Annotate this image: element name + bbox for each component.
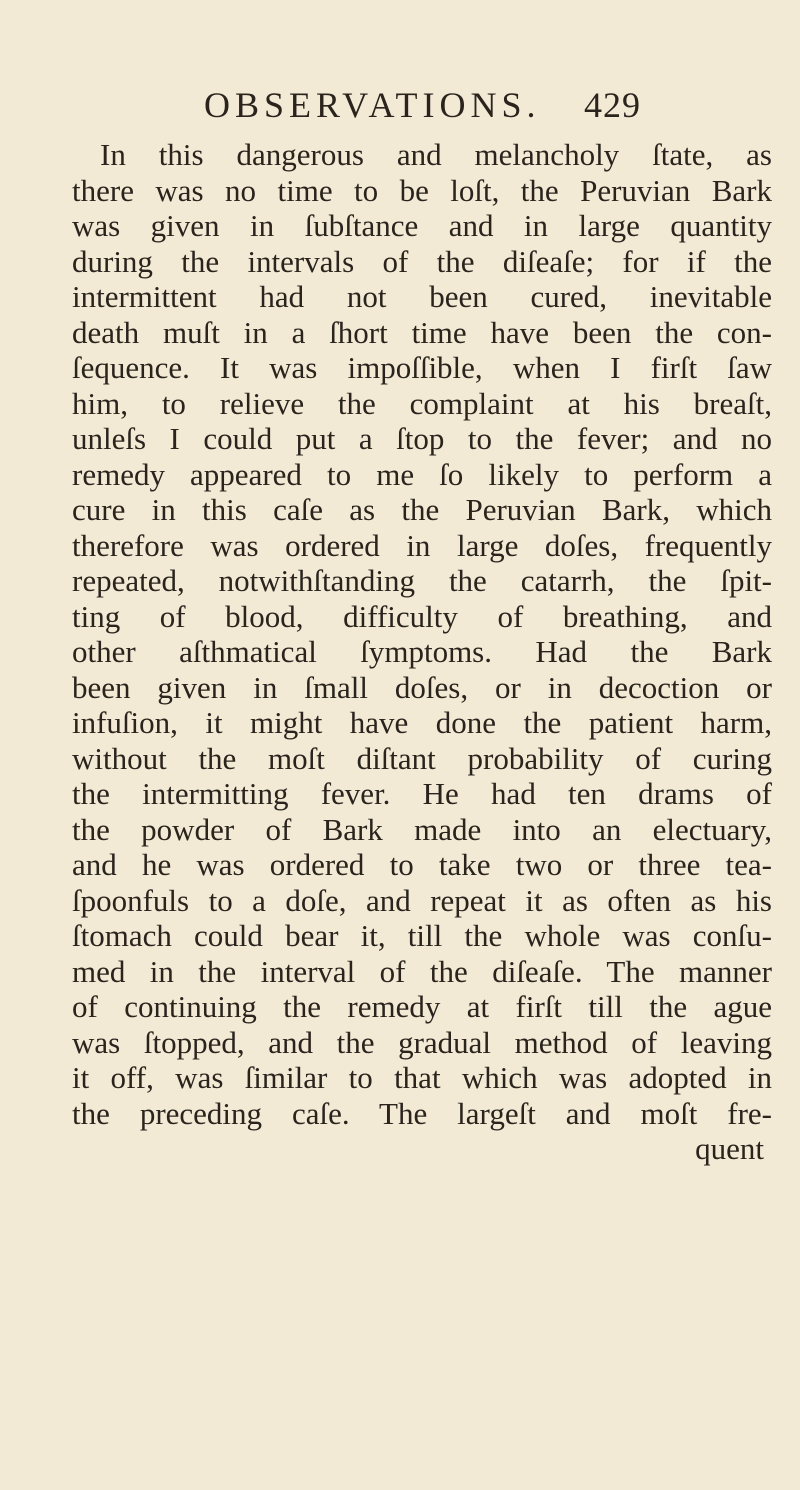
text-line: ſtomach could bear it, till the whole was conſu- xyxy=(72,918,772,953)
text-line: was given in ſubſtance and in large quantity xyxy=(72,208,772,243)
text-line: it off, was ſimilar to that which was adopted in xyxy=(72,1060,772,1095)
text-line: death muſt in a ſhort time have been the con- xyxy=(72,314,772,350)
text-line: infuſion, it might have done the patient harm, xyxy=(72,705,772,740)
running-title: OBSERVATIONS. xyxy=(204,85,541,125)
text-line: other aſthmatical ſymptoms. Had the Bark xyxy=(72,634,772,669)
body-paragraph xyxy=(72,137,772,1167)
text-line: ſpoonfuls to a doſe, and repeat it as often as his xyxy=(72,882,772,918)
text-line: cure in this caſe as the Peruvian Bark, which xyxy=(72,492,772,527)
text-line: the preceding caſe. The largeſt and moſt fre- xyxy=(72,1095,772,1131)
text-line: during the intervals of the diſeaſe; for if the xyxy=(72,243,772,279)
text-line: In this dangerous and melancholy ſtate, as xyxy=(100,137,772,172)
text-line: him, to relieve the complaint at his breaſt, xyxy=(72,385,772,421)
text-line: remedy appeared to me ſo likely to perform a xyxy=(72,456,772,492)
text-line: without the moſt diſtant probability of curing xyxy=(72,740,772,776)
page-number: 429 xyxy=(584,85,641,125)
text-line: med in the interval of the diſeaſe. The manner xyxy=(72,953,772,989)
catchword: quent xyxy=(695,1131,764,1166)
text-line: unleſs I could put a ſtop to the fever; and no xyxy=(72,421,772,456)
text-line: intermittent had not been cured, inevitable xyxy=(72,279,772,314)
text-line: of continuing the remedy at firſt till the ague xyxy=(72,989,772,1024)
text-line: ſequence. It was impoſſible, when I firſt ſaw xyxy=(72,350,772,385)
text-line: ting of blood, difficulty of breathing, and xyxy=(72,598,772,634)
text-line: repeated, notwithſtanding the catarrh, the ſpit- xyxy=(72,563,772,598)
text-line: there was no time to be loſt, the Peruvian Bark xyxy=(72,172,772,208)
text-line: therefore was ordered in large doſes, frequently xyxy=(72,527,772,563)
running-head xyxy=(204,84,654,124)
text-line: the powder of Bark made into an electuary, xyxy=(72,811,772,847)
text-line: been given in ſmall doſes, or in decoction or xyxy=(72,669,772,705)
text-line: was ſtopped, and the gradual method of leaving xyxy=(72,1024,772,1060)
text-line: the intermitting fever. He had ten drams of xyxy=(72,776,772,811)
text-line: and he was ordered to take two or three tea- xyxy=(72,847,772,882)
